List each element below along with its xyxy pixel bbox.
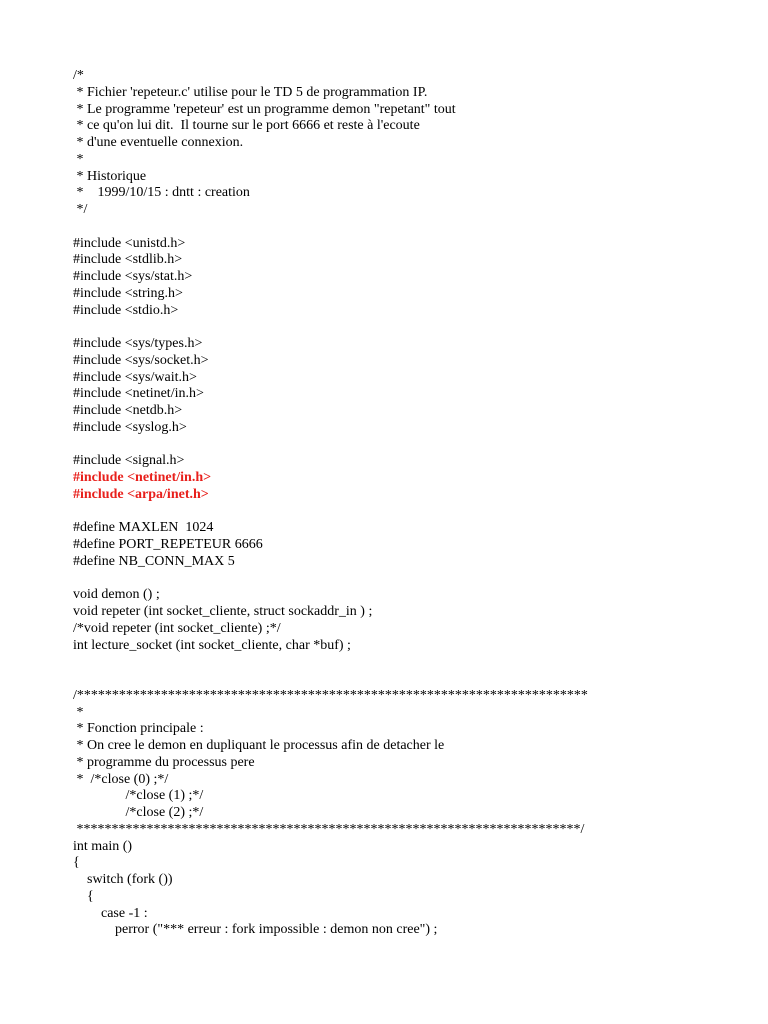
code-line: */ (73, 202, 88, 217)
code-line: * d'une eventuelle connexion. (73, 135, 244, 150)
code-line: perror ("*** erreur : fork impossible : demon non cree") ; (73, 922, 438, 938)
code-line (73, 571, 753, 588)
code-line: int main () (73, 838, 133, 854)
code-line: case -1 : (73, 905, 148, 921)
code-line (73, 654, 753, 671)
code-line: #include <sys/stat.h> (73, 269, 193, 284)
code-line: * programme du processus pere (73, 754, 255, 770)
code-line: void repeter (int socket_cliente, struct sockaddr_in ) ; (73, 604, 373, 619)
code-line: /*close (1) ;*/ (73, 788, 204, 804)
code-line: { (73, 888, 94, 904)
code-line: ************************************************************************/ (73, 821, 585, 837)
code-line: int lecture_socket (int socket_cliente, char *buf) ; (73, 637, 351, 653)
code-line: void demon () ; (73, 587, 160, 603)
code-line: #include <stdlib.h> (73, 252, 183, 268)
code-line: * (73, 151, 84, 167)
code-line: * (73, 704, 84, 720)
code-line: * /*close (0) ;*/ (73, 771, 169, 787)
code-line: #include <sys/socket.h> (73, 352, 209, 368)
code-line: #include <sys/wait.h> (73, 369, 197, 385)
code-line: * Le programme 'repeteur' est un programme demon "repetant" tout (73, 101, 456, 117)
code-line: #include <syslog.h> (73, 419, 187, 435)
code-line: #include <netinet/in.h> (73, 386, 204, 402)
code-line: * Historique (73, 168, 147, 184)
code-line: /* (73, 68, 84, 83)
code-line: #include <stdio.h> (73, 302, 179, 318)
code-line: * Fonction principale : (73, 721, 204, 737)
code-line: /*close (2) ;*/ (73, 805, 204, 820)
highlighted-code-line: #include <arpa/inet.h> (73, 486, 209, 502)
code-line: #define NB_CONN_MAX 5 (73, 553, 235, 569)
code-line (73, 319, 753, 336)
code-line: #include <sys/types.h> (73, 336, 203, 351)
code-line: switch (fork ()) (73, 872, 173, 887)
code-line (73, 219, 753, 236)
code-line: #include <unistd.h> (73, 235, 186, 251)
code-line: #define PORT_REPETEUR 6666 (73, 537, 263, 552)
code-line: { (73, 855, 80, 871)
code-line: #include <signal.h> (73, 453, 185, 469)
highlighted-code-line: #include <netinet/in.h> (73, 470, 212, 485)
code-line: #include <string.h> (73, 285, 183, 301)
code-line: * ce qu'on lui dit. Il tourne sur le port 6666 et reste à l'ecoute (73, 118, 420, 134)
code-line (73, 504, 753, 521)
code-line: /*void repeter (int socket_cliente) ;*/ (73, 620, 281, 636)
code-line (73, 671, 753, 688)
code-line: * Fichier 'repeteur.c' utilise pour le TD 5 de programmation IP. (73, 84, 428, 100)
code-line (73, 437, 753, 454)
code-line: #define MAXLEN 1024 (73, 520, 214, 536)
code-line: * On cree le demon en dupliquant le processus afin de detacher le (73, 738, 445, 753)
source-code-listing (73, 68, 753, 939)
code-line: /************************************************************************* (73, 687, 588, 703)
code-line: * 1999/10/15 : dntt : creation (73, 185, 250, 201)
code-line: #include <netdb.h> (73, 403, 183, 418)
